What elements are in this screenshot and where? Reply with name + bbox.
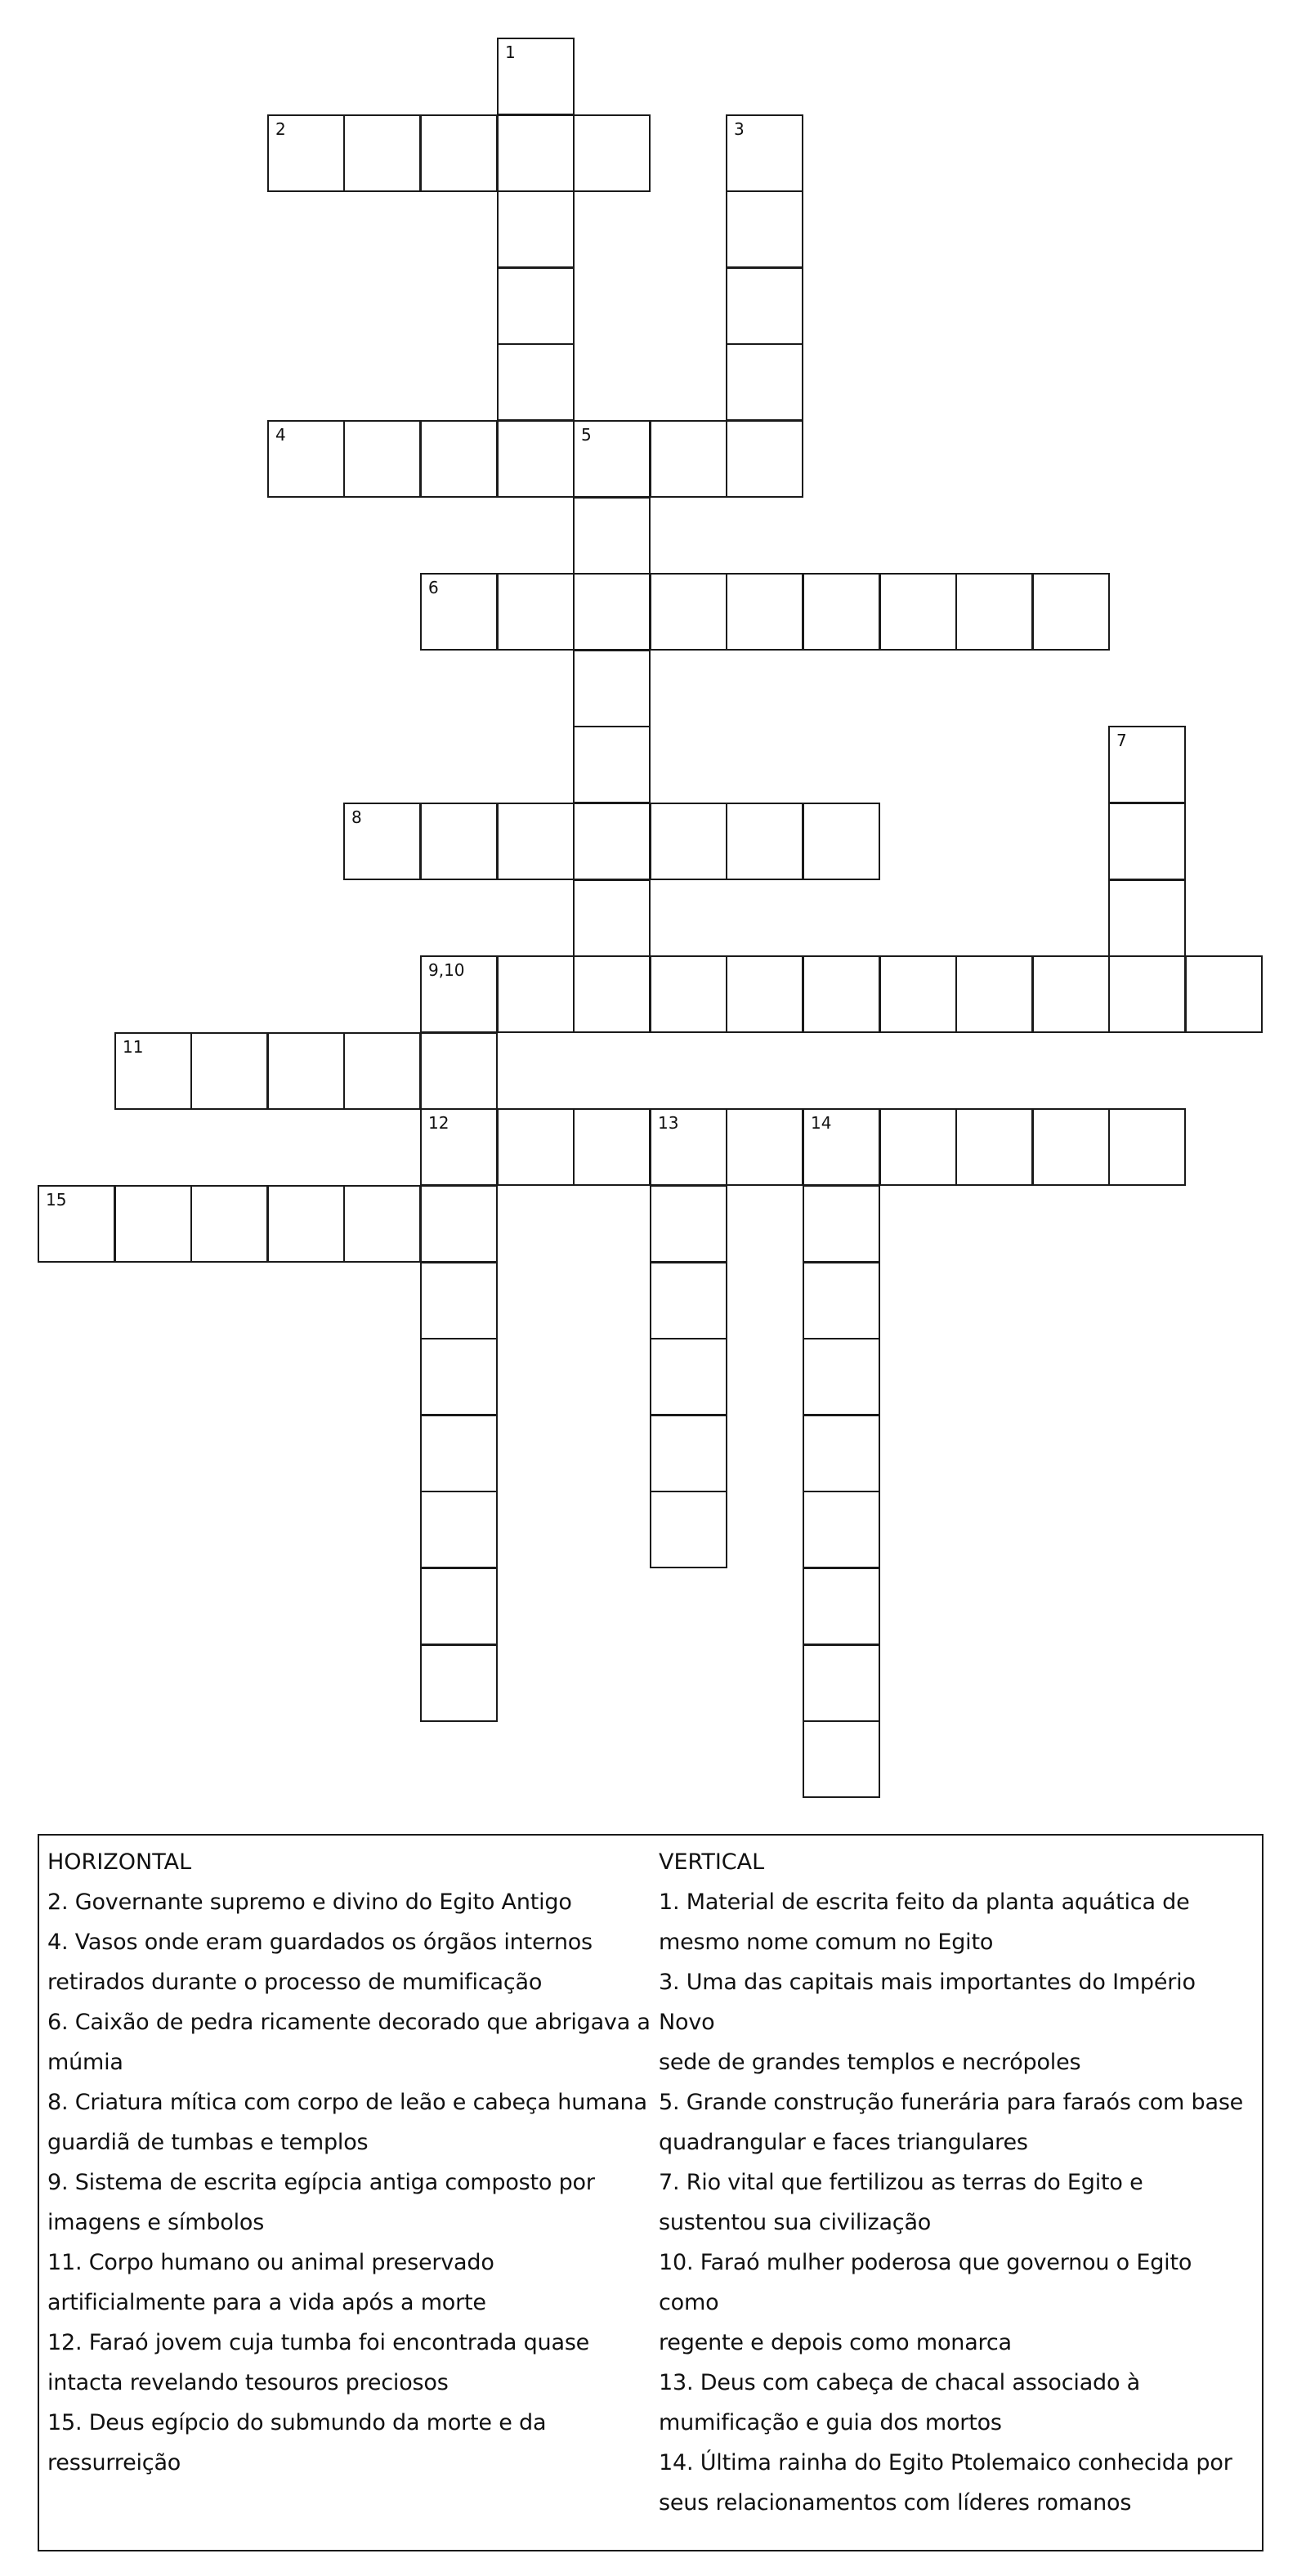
horizontal-clue-line: retirados durante o processo de mumificação bbox=[47, 1970, 543, 1995]
grid-cell[interactable] bbox=[726, 343, 803, 421]
grid-cell[interactable] bbox=[650, 1338, 727, 1415]
vertical-clue-line: 5. Grande construção funerária para faraós com base bbox=[659, 2090, 1244, 2115]
grid-cell[interactable] bbox=[573, 1108, 651, 1186]
grid-cell[interactable] bbox=[114, 1185, 192, 1263]
grid-cell[interactable] bbox=[879, 955, 957, 1033]
clue-number: 7 bbox=[1116, 731, 1127, 750]
horizontal-clue-line: imagens e símbolos bbox=[47, 2210, 265, 2235]
grid-cell[interactable] bbox=[420, 1262, 498, 1339]
grid-cell[interactable] bbox=[267, 420, 345, 498]
vertical-clue-line: sustentou sua civilização bbox=[659, 2210, 932, 2235]
grid-cell[interactable] bbox=[726, 420, 803, 498]
horizontal-clue-line: ressurreição bbox=[47, 2450, 181, 2475]
grid-cell[interactable] bbox=[650, 1108, 727, 1186]
grid-cell[interactable] bbox=[573, 497, 651, 575]
grid-cell[interactable] bbox=[1108, 726, 1186, 803]
vertical-clue-line: 7. Rio vital que fertilizou as terras do Egito e bbox=[659, 2170, 1143, 2195]
grid-cell[interactable] bbox=[1108, 803, 1186, 880]
clue-number: 11 bbox=[123, 1037, 144, 1057]
horizontal-heading: HORIZONTAL bbox=[47, 1849, 192, 1875]
grid-cell[interactable] bbox=[343, 803, 421, 880]
grid-cell[interactable] bbox=[726, 267, 803, 345]
grid-cell[interactable] bbox=[1108, 955, 1186, 1033]
grid-cell[interactable] bbox=[497, 420, 575, 498]
grid-cell[interactable] bbox=[1185, 955, 1263, 1033]
grid-cell[interactable] bbox=[1032, 573, 1110, 651]
grid-cell[interactable] bbox=[420, 1032, 498, 1110]
clue-number: 2 bbox=[275, 119, 286, 139]
grid-cell[interactable] bbox=[573, 726, 651, 803]
grid-cell[interactable] bbox=[420, 955, 498, 1033]
horizontal-clue-line: múmia bbox=[47, 2050, 123, 2075]
grid-cell[interactable] bbox=[1032, 955, 1110, 1033]
grid-cell[interactable] bbox=[803, 1720, 880, 1798]
grid-cell[interactable] bbox=[650, 955, 727, 1033]
grid-cell[interactable] bbox=[497, 573, 575, 651]
vertical-clue-line: seus relacionamentos com líderes romanos bbox=[659, 2490, 1132, 2516]
vertical-heading: VERTICAL bbox=[659, 1849, 765, 1875]
grid-cell[interactable] bbox=[420, 1644, 498, 1722]
vertical-clue-line: 1. Material de escrita feito da planta aquática de bbox=[659, 1890, 1190, 1915]
horizontal-clues bbox=[47, 1842, 652, 2483]
grid-cell[interactable] bbox=[420, 1338, 498, 1415]
horizontal-clue-line: artificialmente para a vida após a morte bbox=[47, 2290, 486, 2315]
grid-cell[interactable] bbox=[497, 955, 575, 1033]
grid-cell[interactable] bbox=[803, 955, 880, 1033]
horizontal-clue-line: 15. Deus egípcio do submundo da morte e da bbox=[47, 2410, 547, 2435]
grid-cell[interactable] bbox=[803, 1108, 880, 1186]
grid-cell[interactable] bbox=[420, 1491, 498, 1568]
grid-cell[interactable] bbox=[726, 114, 803, 192]
clue-number: 3 bbox=[734, 119, 745, 139]
clue-number: 14 bbox=[811, 1113, 832, 1133]
grid-cell[interactable] bbox=[38, 1185, 115, 1263]
horizontal-clue-line: 8. Criatura mítica com corpo de leão e cabeça humana bbox=[47, 2090, 647, 2115]
grid-cell[interactable] bbox=[420, 1185, 498, 1263]
vertical-clue-line: quadrangular e faces triangulares bbox=[659, 2130, 1028, 2155]
vertical-clue-line: 10. Faraó mulher poderosa que governou o Egito como bbox=[659, 2250, 1192, 2315]
grid-cell[interactable] bbox=[650, 1185, 727, 1263]
clue-number: 13 bbox=[658, 1113, 679, 1133]
grid-cell[interactable] bbox=[267, 1185, 345, 1263]
grid-cell[interactable] bbox=[803, 1568, 880, 1645]
grid-cell[interactable] bbox=[420, 1415, 498, 1492]
vertical-clue-line: sede de grandes templos e necrópoles bbox=[659, 2050, 1081, 2075]
grid-cell[interactable] bbox=[955, 955, 1033, 1033]
grid-cell[interactable] bbox=[343, 420, 421, 498]
vertical-clue-line: 3. Uma das capitais mais importantes do Império Novo bbox=[659, 1970, 1196, 2035]
grid-cell[interactable] bbox=[420, 1108, 498, 1186]
grid-cell[interactable] bbox=[343, 114, 421, 192]
vertical-clue-line: 14. Última rainha do Egito Ptolemaico conhecida por bbox=[659, 2450, 1232, 2475]
grid-cell[interactable] bbox=[573, 114, 651, 192]
grid-cell[interactable] bbox=[573, 420, 651, 498]
grid-cell[interactable] bbox=[497, 803, 575, 880]
grid-cell[interactable] bbox=[650, 1415, 727, 1492]
grid-cell[interactable] bbox=[803, 1338, 880, 1415]
grid-cell[interactable] bbox=[879, 573, 957, 651]
grid-cell[interactable] bbox=[573, 955, 651, 1033]
grid-cell[interactable] bbox=[650, 420, 727, 498]
grid-cell[interactable] bbox=[497, 114, 575, 192]
horizontal-clue-list bbox=[47, 1882, 652, 2483]
clue-number: 9,10 bbox=[428, 960, 465, 980]
clues-box bbox=[38, 1834, 1264, 2551]
clue-number: 15 bbox=[46, 1190, 67, 1210]
clue-number: 6 bbox=[428, 578, 439, 597]
grid-cell[interactable] bbox=[573, 573, 651, 651]
horizontal-clue-line: 9. Sistema de escrita egípcia antiga composto por bbox=[47, 2170, 595, 2195]
clue-number: 1 bbox=[505, 42, 516, 62]
clue-number: 4 bbox=[275, 425, 286, 445]
horizontal-clue-line: guardiã de tumbas e templos bbox=[47, 2130, 369, 2155]
grid-cell[interactable] bbox=[497, 1108, 575, 1186]
grid-cell[interactable] bbox=[573, 650, 651, 727]
grid-cell[interactable] bbox=[343, 1185, 421, 1263]
grid-cell[interactable] bbox=[650, 1491, 727, 1568]
grid-cell[interactable] bbox=[726, 803, 803, 880]
grid-cell[interactable] bbox=[420, 420, 498, 498]
grid-cell[interactable] bbox=[343, 1032, 421, 1110]
grid-cell[interactable] bbox=[726, 955, 803, 1033]
grid-cell[interactable] bbox=[573, 803, 651, 880]
vertical-clue-line: mumificação e guia dos mortos bbox=[659, 2410, 1002, 2435]
grid-cell[interactable] bbox=[650, 1262, 727, 1339]
grid-cell[interactable] bbox=[803, 803, 880, 880]
grid-cell[interactable] bbox=[497, 267, 575, 345]
clue-number: 12 bbox=[428, 1113, 449, 1133]
grid-cell[interactable] bbox=[726, 573, 803, 651]
vertical-clue-line: regente e depois como monarca bbox=[659, 2330, 1012, 2355]
grid-cell[interactable] bbox=[803, 1262, 880, 1339]
grid-cell[interactable] bbox=[114, 1032, 192, 1110]
clue-number: 5 bbox=[581, 425, 592, 445]
grid-cell[interactable] bbox=[267, 1032, 345, 1110]
grid-cell[interactable] bbox=[420, 1568, 498, 1645]
horizontal-clue-line: intacta revelando tesouros preciosos bbox=[47, 2370, 449, 2395]
grid-cell[interactable] bbox=[420, 573, 498, 651]
grid-cell[interactable] bbox=[726, 1108, 803, 1186]
grid-cell[interactable] bbox=[190, 1032, 268, 1110]
grid-cell[interactable] bbox=[1108, 1108, 1186, 1186]
grid-cell[interactable] bbox=[267, 114, 345, 192]
horizontal-clue-line: 4. Vasos onde eram guardados os órgãos internos bbox=[47, 1930, 593, 1955]
grid-cell[interactable] bbox=[420, 803, 498, 880]
clue-number: 8 bbox=[351, 807, 362, 827]
grid-cell[interactable] bbox=[650, 803, 727, 880]
vertical-clue-list bbox=[659, 1882, 1257, 2523]
grid-cell[interactable] bbox=[803, 1415, 880, 1492]
grid-cell[interactable] bbox=[650, 573, 727, 651]
vertical-clue-line: 13. Deus com cabeça de chacal associado à bbox=[659, 2370, 1141, 2395]
vertical-clue-line: mesmo nome comum no Egito bbox=[659, 1930, 994, 1955]
grid-cell[interactable] bbox=[803, 1491, 880, 1568]
grid-cell[interactable] bbox=[497, 190, 575, 268]
vertical-clues bbox=[659, 1842, 1257, 2523]
grid-cell[interactable] bbox=[573, 879, 651, 957]
grid-cell[interactable] bbox=[190, 1185, 268, 1263]
grid-cell[interactable] bbox=[955, 1108, 1033, 1186]
grid-cell[interactable] bbox=[955, 573, 1033, 651]
grid-cell[interactable] bbox=[726, 190, 803, 268]
grid-cell[interactable] bbox=[803, 573, 880, 651]
grid-cell[interactable] bbox=[497, 38, 575, 115]
grid-cell[interactable] bbox=[1032, 1108, 1110, 1186]
grid-cell[interactable] bbox=[420, 114, 498, 192]
grid-cell[interactable] bbox=[879, 1108, 957, 1186]
horizontal-clue-line: 2. Governante supremo e divino do Egito Antigo bbox=[47, 1890, 572, 1915]
grid-cell[interactable] bbox=[497, 343, 575, 421]
grid-cell[interactable] bbox=[803, 1644, 880, 1722]
grid-cell[interactable] bbox=[803, 1185, 880, 1263]
horizontal-clue-line: 12. Faraó jovem cuja tumba foi encontrada quase bbox=[47, 2330, 590, 2355]
grid-cell[interactable] bbox=[1108, 879, 1186, 957]
horizontal-clue-line: 6. Caixão de pedra ricamente decorado que abrigava a bbox=[47, 2010, 651, 2035]
horizontal-clue-line: 11. Corpo humano ou animal preservado bbox=[47, 2250, 494, 2275]
